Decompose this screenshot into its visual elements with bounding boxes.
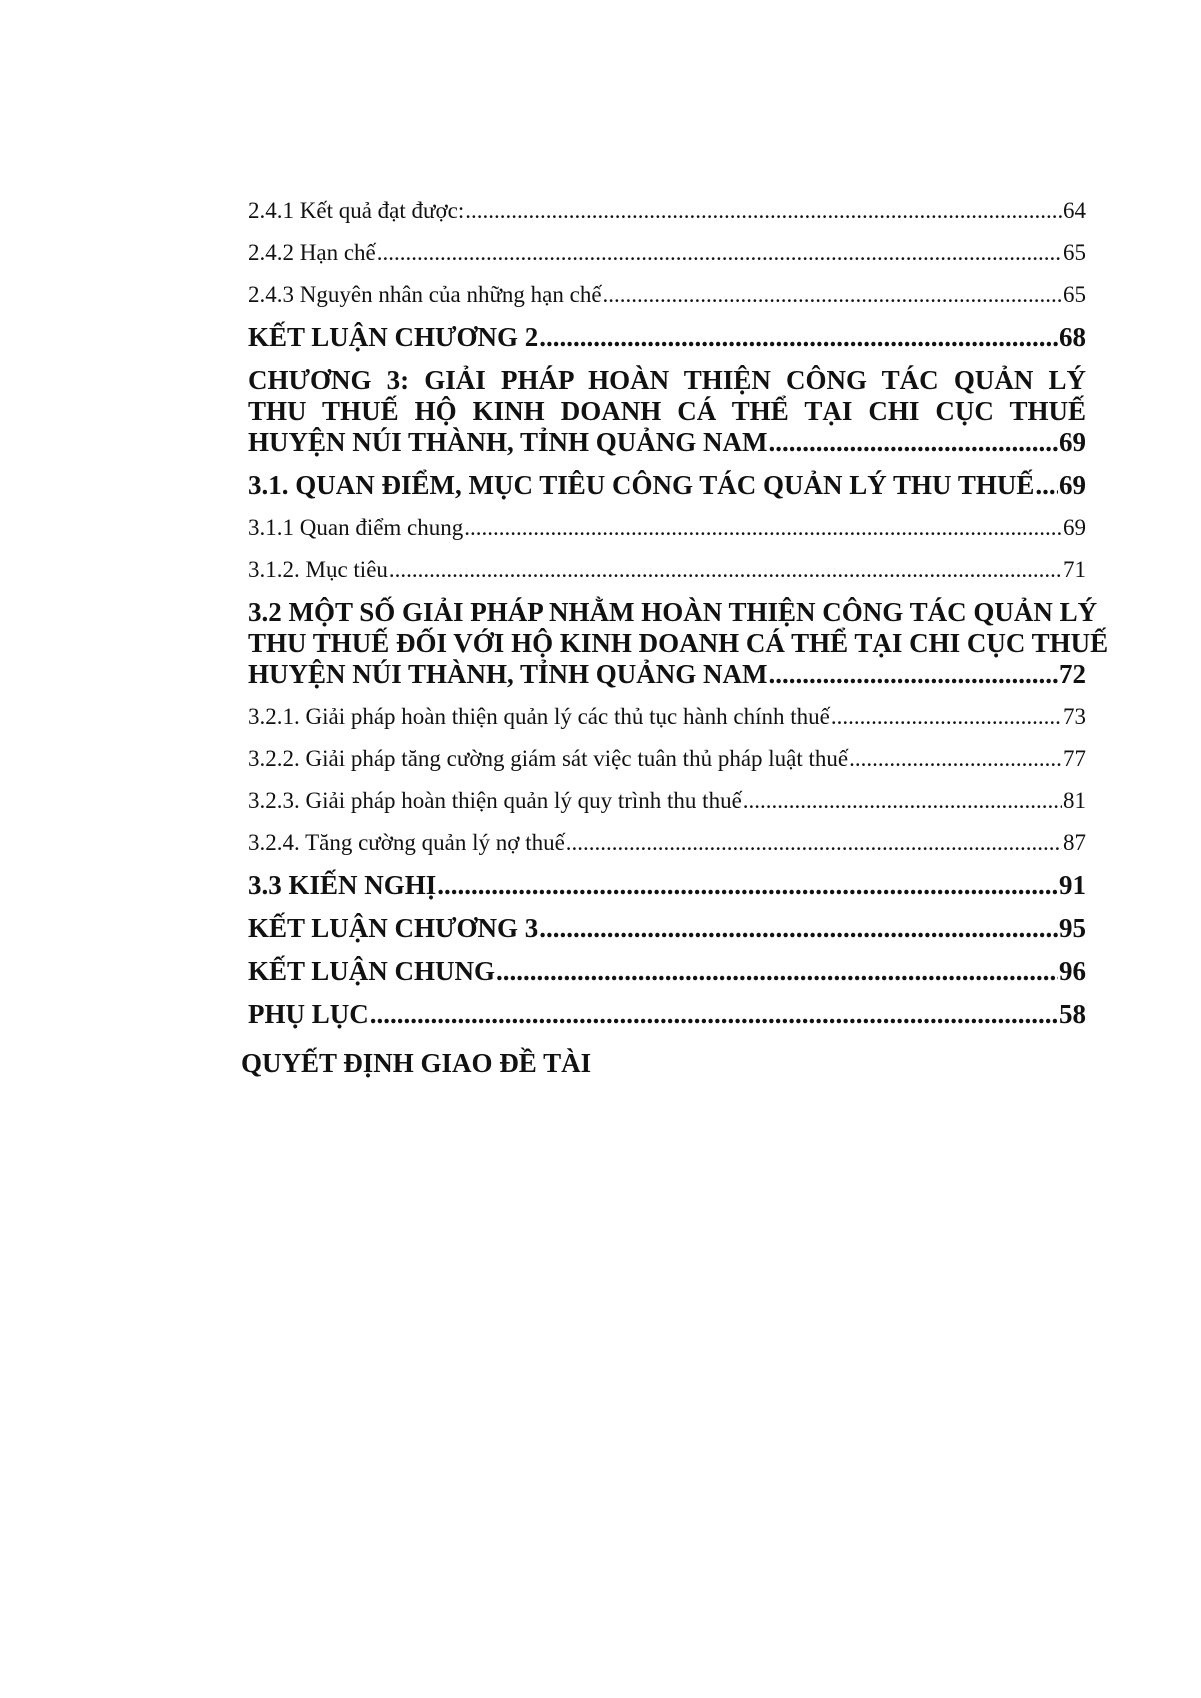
toc-entry-line: 3.2 MỘT SỐ GIẢI PHÁP NHẰM HOÀN THIỆN CÔNG TÁC QUẢN LÝ (248, 597, 1098, 627)
toc-entry-line: THU THUẾ ĐỐI VỚI HỘ KINH DOANH CÁ THỂ TẠI CHI CỤC THUẾ (248, 628, 1109, 658)
toc-entry-label: 3.1.2. Mục tiêu (248, 557, 388, 582)
toc-entry-page: 71 (1063, 557, 1086, 582)
toc-leader-dots (539, 316, 1058, 359)
toc-entry-page: 96 (1059, 956, 1086, 986)
toc-entry-page: 65 (1063, 240, 1086, 265)
toc-entry-label: HUYỆN NÚI THÀNH, TỈNH QUẢNG NAM (248, 659, 768, 689)
toc-entry-page: 69 (1063, 515, 1086, 540)
toc-entry-page: 64 (1063, 198, 1086, 223)
toc-entry-label: 3.2.3. Giải pháp hoàn thiện quản lý quy trình thu thuế (248, 788, 742, 813)
toc-entry-page: 77 (1063, 746, 1086, 771)
toc-leader-dots (370, 993, 1058, 1036)
toc-entry-label: 3.2.1. Giải pháp hoàn thiện quản lý các thủ tục hành chính thuế (248, 704, 830, 729)
toc-entry-label: 2.4.2 Hạn chế (248, 240, 376, 265)
toc-entry-3-2-2 (248, 738, 1086, 780)
table-of-contents (248, 190, 1109, 1036)
toc-entry-page: 95 (1059, 913, 1086, 943)
toc-entry-2-4-3 (248, 274, 1086, 316)
toc-entry-label: 3.1. QUAN ĐIỂM, MỤC TIÊU CÔNG TÁC QUẢN LÝ THU THUẾ (248, 470, 1035, 500)
toc-entry-page: 81 (1063, 788, 1086, 813)
toc-entry-3-1-1 (248, 507, 1086, 549)
toc-leader-dots (377, 232, 1062, 274)
toc-leader-dots (539, 907, 1058, 950)
toc-entry-3-2 (248, 591, 1109, 696)
toc-entry-label: PHỤ LỤC (248, 999, 369, 1029)
toc-leader-dots (603, 274, 1062, 316)
toc-entry-page: 65 (1063, 282, 1086, 307)
toc-entry-page: 69 (1059, 427, 1086, 457)
toc-leader-dots (1035, 464, 1058, 507)
toc-entry-page: 69 (1059, 470, 1086, 500)
toc-entry-3-1-2 (248, 549, 1086, 591)
toc-entry-3-2-1 (248, 696, 1086, 738)
toc-entry-3-3 (248, 864, 1086, 907)
toc-entry-label: 3.3 KIẾN NGHỊ (248, 870, 437, 900)
toc-leader-dots (496, 950, 1058, 993)
toc-entry-page: 68 (1059, 322, 1086, 352)
toc-leader-dots (389, 549, 1062, 591)
final-heading: QUYẾT ĐỊNH GIAO ĐỀ TÀI (241, 1048, 592, 1078)
toc-leader-dots (849, 738, 1062, 780)
toc-leader-dots (566, 822, 1062, 864)
toc-entry-3-2-4 (248, 822, 1086, 864)
toc-leader-dots (743, 780, 1062, 822)
toc-leader-dots (831, 696, 1062, 738)
toc-entry-2-4-1 (248, 190, 1086, 232)
toc-entry-phu-luc (248, 993, 1086, 1036)
toc-entry-label: 3.1.1 Quan điểm chung (248, 515, 464, 540)
toc-leader-dots (464, 507, 1062, 549)
toc-leader-dots (465, 190, 1062, 232)
toc-entry-label: HUYỆN NÚI THÀNH, TỈNH QUẢNG NAM (248, 427, 768, 457)
toc-entry-page: 91 (1059, 870, 1086, 900)
toc-entry-chuong-3 (248, 359, 1086, 464)
toc-leader-dots (769, 427, 1058, 458)
toc-entry-page: 72 (1059, 659, 1086, 689)
toc-entry-page: 87 (1063, 830, 1086, 855)
toc-entry-line: THU THUẾ HỘ KINH DOANH CÁ THỂ TẠI CHI CỤC THUẾ (248, 396, 1086, 426)
toc-entry-label: 3.2.2. Giải pháp tăng cường giám sát việc tuân thủ pháp luật thuế (248, 746, 849, 771)
toc-leader-dots (437, 864, 1058, 907)
toc-entry-label: KẾT LUẬN CHƯƠNG 3 (248, 913, 539, 943)
toc-entry-ket-luan-chuong-3 (248, 907, 1086, 950)
toc-entry-label: 3.2.4. Tăng cường quản lý nợ thuế (248, 830, 565, 855)
toc-entry-3-1 (248, 464, 1086, 507)
toc-entry-page: 58 (1059, 999, 1086, 1029)
toc-entry-label: KẾT LUẬN CHƯƠNG 2 (248, 322, 539, 352)
toc-entry-label: 2.4.3 Nguyên nhân của những hạn chế (248, 282, 602, 307)
toc-entry-page: 73 (1063, 704, 1086, 729)
toc-entry-ket-luan-chuong-2 (248, 316, 1086, 359)
toc-entry-label: 2.4.1 Kết quả đạt được: (248, 198, 465, 223)
toc-entry-3-2-3 (248, 780, 1086, 822)
toc-entry-ket-luan-chung (248, 950, 1086, 993)
toc-entry-line: CHƯƠNG 3: GIẢI PHÁP HOÀN THIỆN CÔNG TÁC QUẢN LÝ (248, 365, 1086, 395)
toc-entry-label: KẾT LUẬN CHUNG (248, 956, 496, 986)
toc-entry-2-4-2 (248, 232, 1086, 274)
toc-leader-dots (769, 659, 1058, 690)
